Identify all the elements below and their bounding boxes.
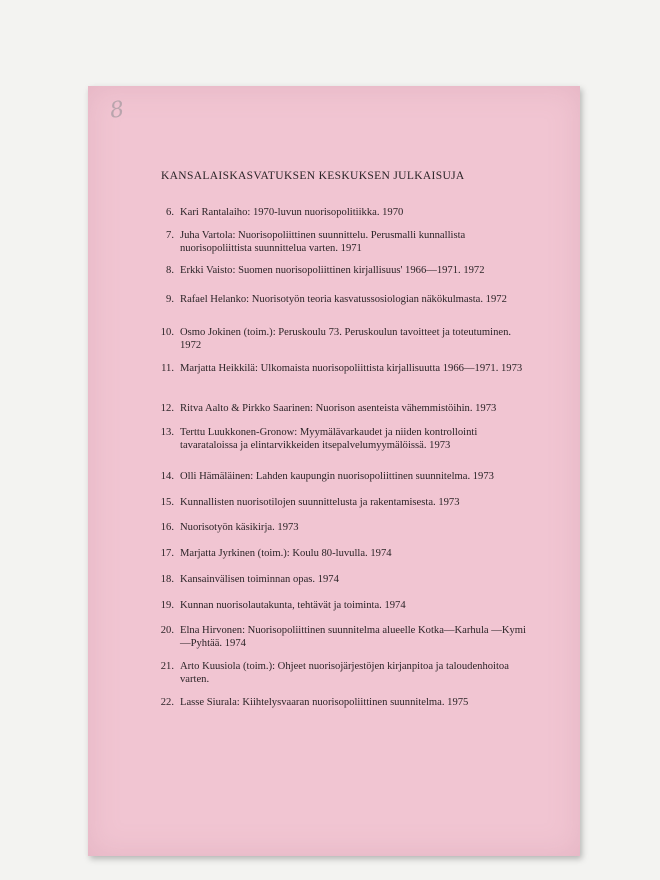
entry-text: Elna Hirvonen: Nuorisopoliittinen suunnitelma alueelle Kotka—Karhula —Kymi—Pyhtää. 1974 [180, 625, 526, 649]
entry-number: 19. [160, 600, 174, 611]
entry-number: 14. [160, 471, 174, 482]
entry-text: Marjatta Jyrkinen (toim.): Koulu 80-luvulla. 1974 [180, 548, 392, 559]
entry-text: Kunnallisten nuorisotilojen suunnittelusta ja rakentamisesta. 1973 [180, 497, 460, 508]
entry-text: Osmo Jokinen (toim.): Peruskoulu 73. Peruskoulun tavoitteet ja toteutuminen. 1972 [180, 327, 512, 351]
entry-text: Terttu Luukkonen-Gronow: Myymälävarkaudet ja niiden kontrollointi tavarataloissa ja elintarvikkeiden itsepalvelumyymälöissä. 1973 [180, 427, 478, 451]
entry-text: Kansainvälisen toiminnan opas. 1974 [180, 574, 339, 585]
entry-number: 6. [166, 207, 174, 218]
entry-text: Marjatta Heikkilä: Ulkomaista nuorisopoliittista kirjallisuutta 1966—1971. 1973 [180, 363, 523, 374]
entry-text: Nuorisotyön käsikirja. 1973 [180, 522, 299, 533]
entry-number: 21. [160, 661, 174, 672]
entry-number: 10. [160, 327, 174, 338]
entry-text: Olli Hämäläinen: Lahden kaupungin nuorisopoliittinen suunnitelma. 1973 [180, 471, 494, 482]
entry-number: 13. [160, 427, 174, 438]
book-back-cover [88, 86, 580, 856]
entry-text: Arto Kuusiola (toim.): Ohjeet nuorisojärjestöjen kirjanpitoa ja taloudenhoitoa varten. [180, 661, 509, 685]
entry-number: 12. [160, 403, 174, 414]
entry-number: 8. [166, 265, 174, 276]
entry-number: 15. [160, 497, 174, 508]
entry-number: 9. [166, 294, 174, 305]
entry-text: Kunnan nuorisolautakunta, tehtävät ja toiminta. 1974 [180, 600, 406, 611]
entry-text: Ritva Aalto & Pirkko Saarinen: Nuorison asenteista vähemmistöihin. 1973 [180, 403, 497, 414]
entry-text: Juha Vartola: Nuorisopoliittinen suunnittelu. Perusmalli kunnallista nuorisopoliittista suunnittelua varten. 1971 [180, 230, 466, 254]
entry-number: 18. [160, 574, 174, 585]
entry-number: 22. [160, 697, 174, 708]
entry-number: 16. [160, 522, 174, 533]
entry-text: Kari Rantalaiho: 1970-luvun nuorisopolitiikka. 1970 [180, 207, 404, 218]
entry-text: Erkki Vaisto: Suomen nuorisopoliittinen kirjallisuus' 1966—1971. 1972 [180, 265, 485, 276]
entry-number: 17. [160, 548, 174, 559]
entry-text: Lasse Siurala: Kiihtelysvaaran nuorisopoliittinen suunnitelma. 1975 [180, 697, 469, 708]
handwritten-mark: 8 [108, 97, 126, 124]
entry-number: 11. [161, 363, 174, 374]
series-heading: KANSALAISKASVATUKSEN KESKUKSEN JULKAISUJA [161, 170, 465, 182]
entry-text: Rafael Helanko: Nuorisotyön teoria kasvatussosiologian näkökulmasta. 1972 [180, 294, 507, 305]
entry-number: 20. [160, 625, 174, 636]
entry-number: 7. [166, 230, 174, 241]
